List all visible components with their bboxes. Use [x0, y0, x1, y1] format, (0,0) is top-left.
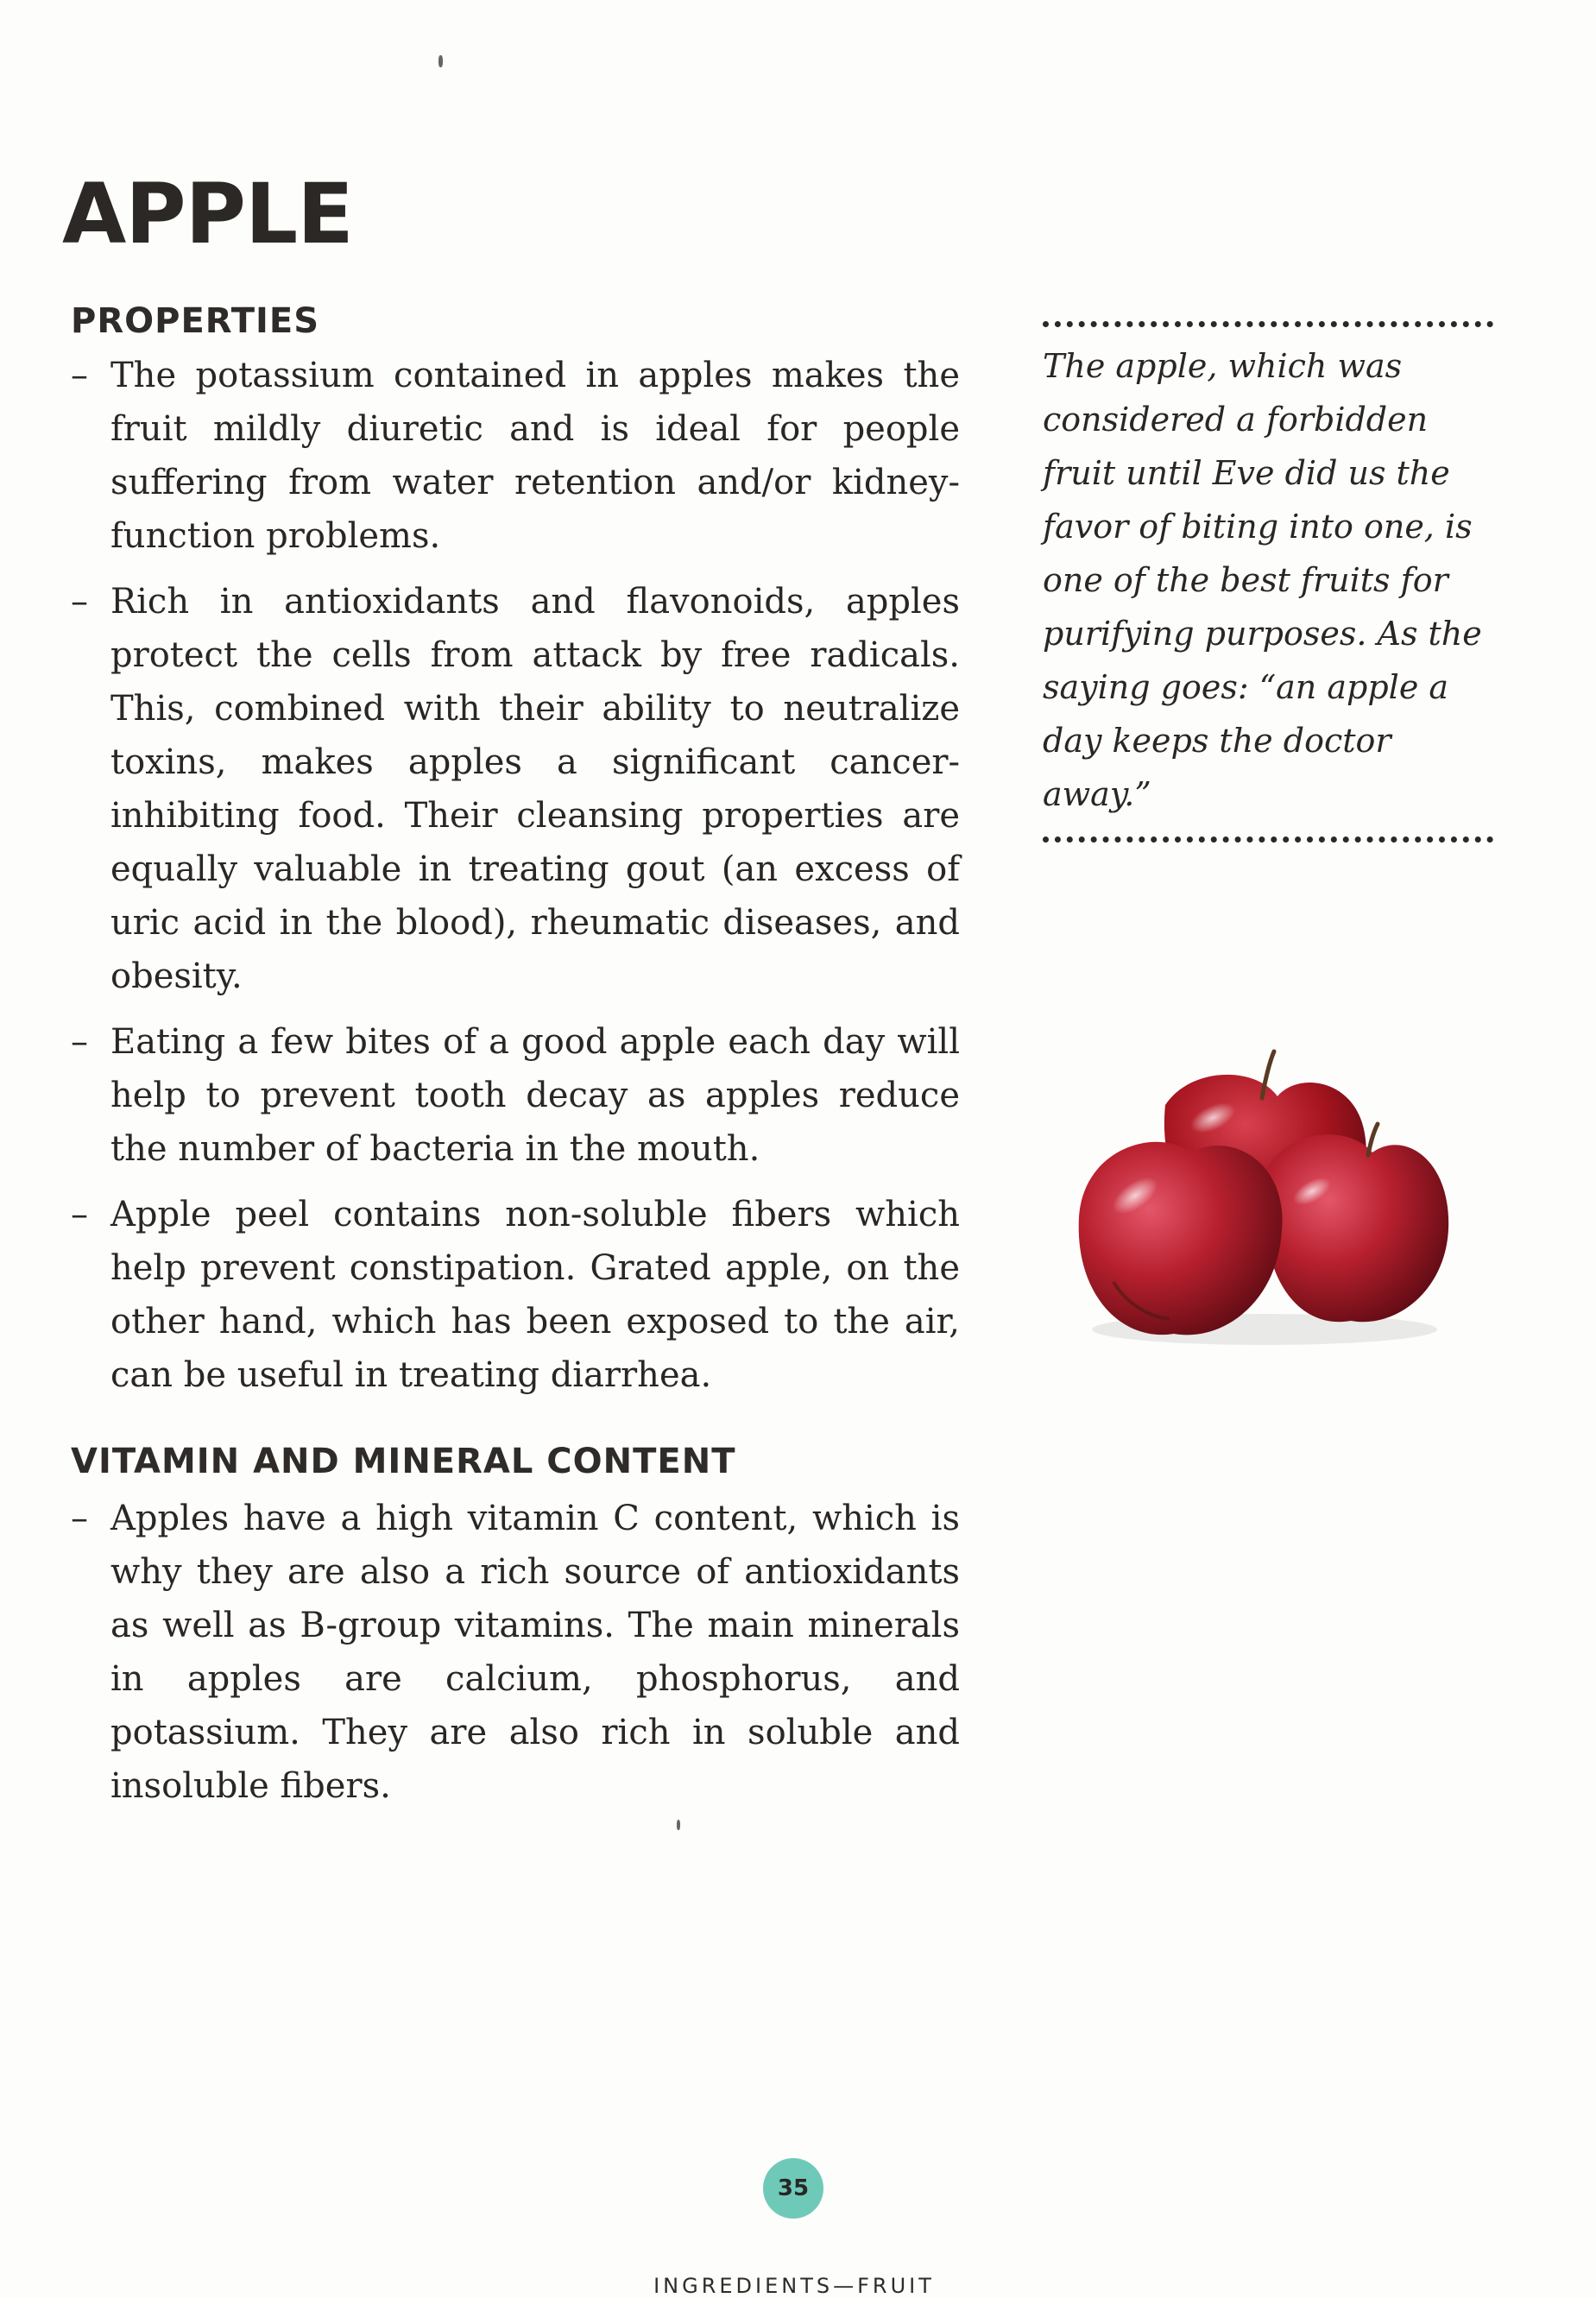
vitamin-list: [71, 1492, 960, 1827]
top-dotted-rule: [1043, 321, 1493, 327]
page-title: APPLE: [62, 166, 353, 262]
quote-text: The apple, which was considered a forbidden fruit until Eve did us the favor of biting into one, is one of the best fruits for purifying purposes. As the saying goes: “an apple a day keeps the doctor away.”: [1043, 347, 1482, 813]
bullet-dash: –: [71, 1195, 88, 1234]
list-item-text: Apples have a high vitamin C content, which is why they are also a rich source of antioxidants as well as B-group vitamins. The main minerals in apples are calcium, phosphorus, and potassium. They are also rich in soluble and insoluble fibers.: [110, 1499, 960, 1806]
list-item-text: Apple peel contains non-soluble fibers which help prevent constipation. Grated apple, on the other hand, which has been exposed to the air, can be useful in treating diarrhea.: [110, 1195, 960, 1395]
scan-speck: [677, 1820, 680, 1830]
apples-image: [1062, 1045, 1467, 1355]
list-item-text: Eating a few bites of a good apple each day will help to prevent tooth decay as apples reduce the number of bacteria in the mouth.: [110, 1022, 960, 1169]
list-item-text: Rich in antioxidants and flavonoids, apples protect the cells from attack by free radicals. This, combined with their ability to neutralize toxins, makes apples a significant cancer-inhibiting food. Their cleansing properties are equally valuable in treating gout (an excess of uric acid in the blood), rheumatic diseases, and obesity.: [110, 582, 960, 996]
vitamin-heading: VITAMIN AND MINERAL CONTENT: [71, 1442, 736, 1481]
sidebar-quote: [1043, 321, 1493, 843]
bullet-dash: –: [71, 1499, 88, 1538]
list-item: [71, 1188, 960, 1402]
bullet-dash: –: [71, 1022, 88, 1062]
running-footer: INGREDIENTS—FRUIT: [653, 2274, 935, 2298]
scan-speck: [438, 55, 443, 67]
bullet-dash: –: [71, 356, 88, 395]
page-number: 35: [777, 2175, 810, 2201]
list-item: [71, 349, 960, 563]
list-item: [71, 575, 960, 1003]
properties-heading: PROPERTIES: [71, 301, 320, 341]
list-item: [71, 1015, 960, 1176]
page-number-badge: [763, 2158, 823, 2219]
apples-illustration: [1062, 1045, 1467, 1355]
bullet-dash: –: [71, 582, 88, 622]
list-item: [71, 1492, 960, 1813]
properties-list: [71, 349, 960, 1416]
list-item-text: The potassium contained in apples makes the fruit mildly diuretic and is ideal for people suffering from water retention and/or kidney-function problems.: [110, 356, 960, 556]
bottom-dotted-rule: [1043, 836, 1493, 843]
